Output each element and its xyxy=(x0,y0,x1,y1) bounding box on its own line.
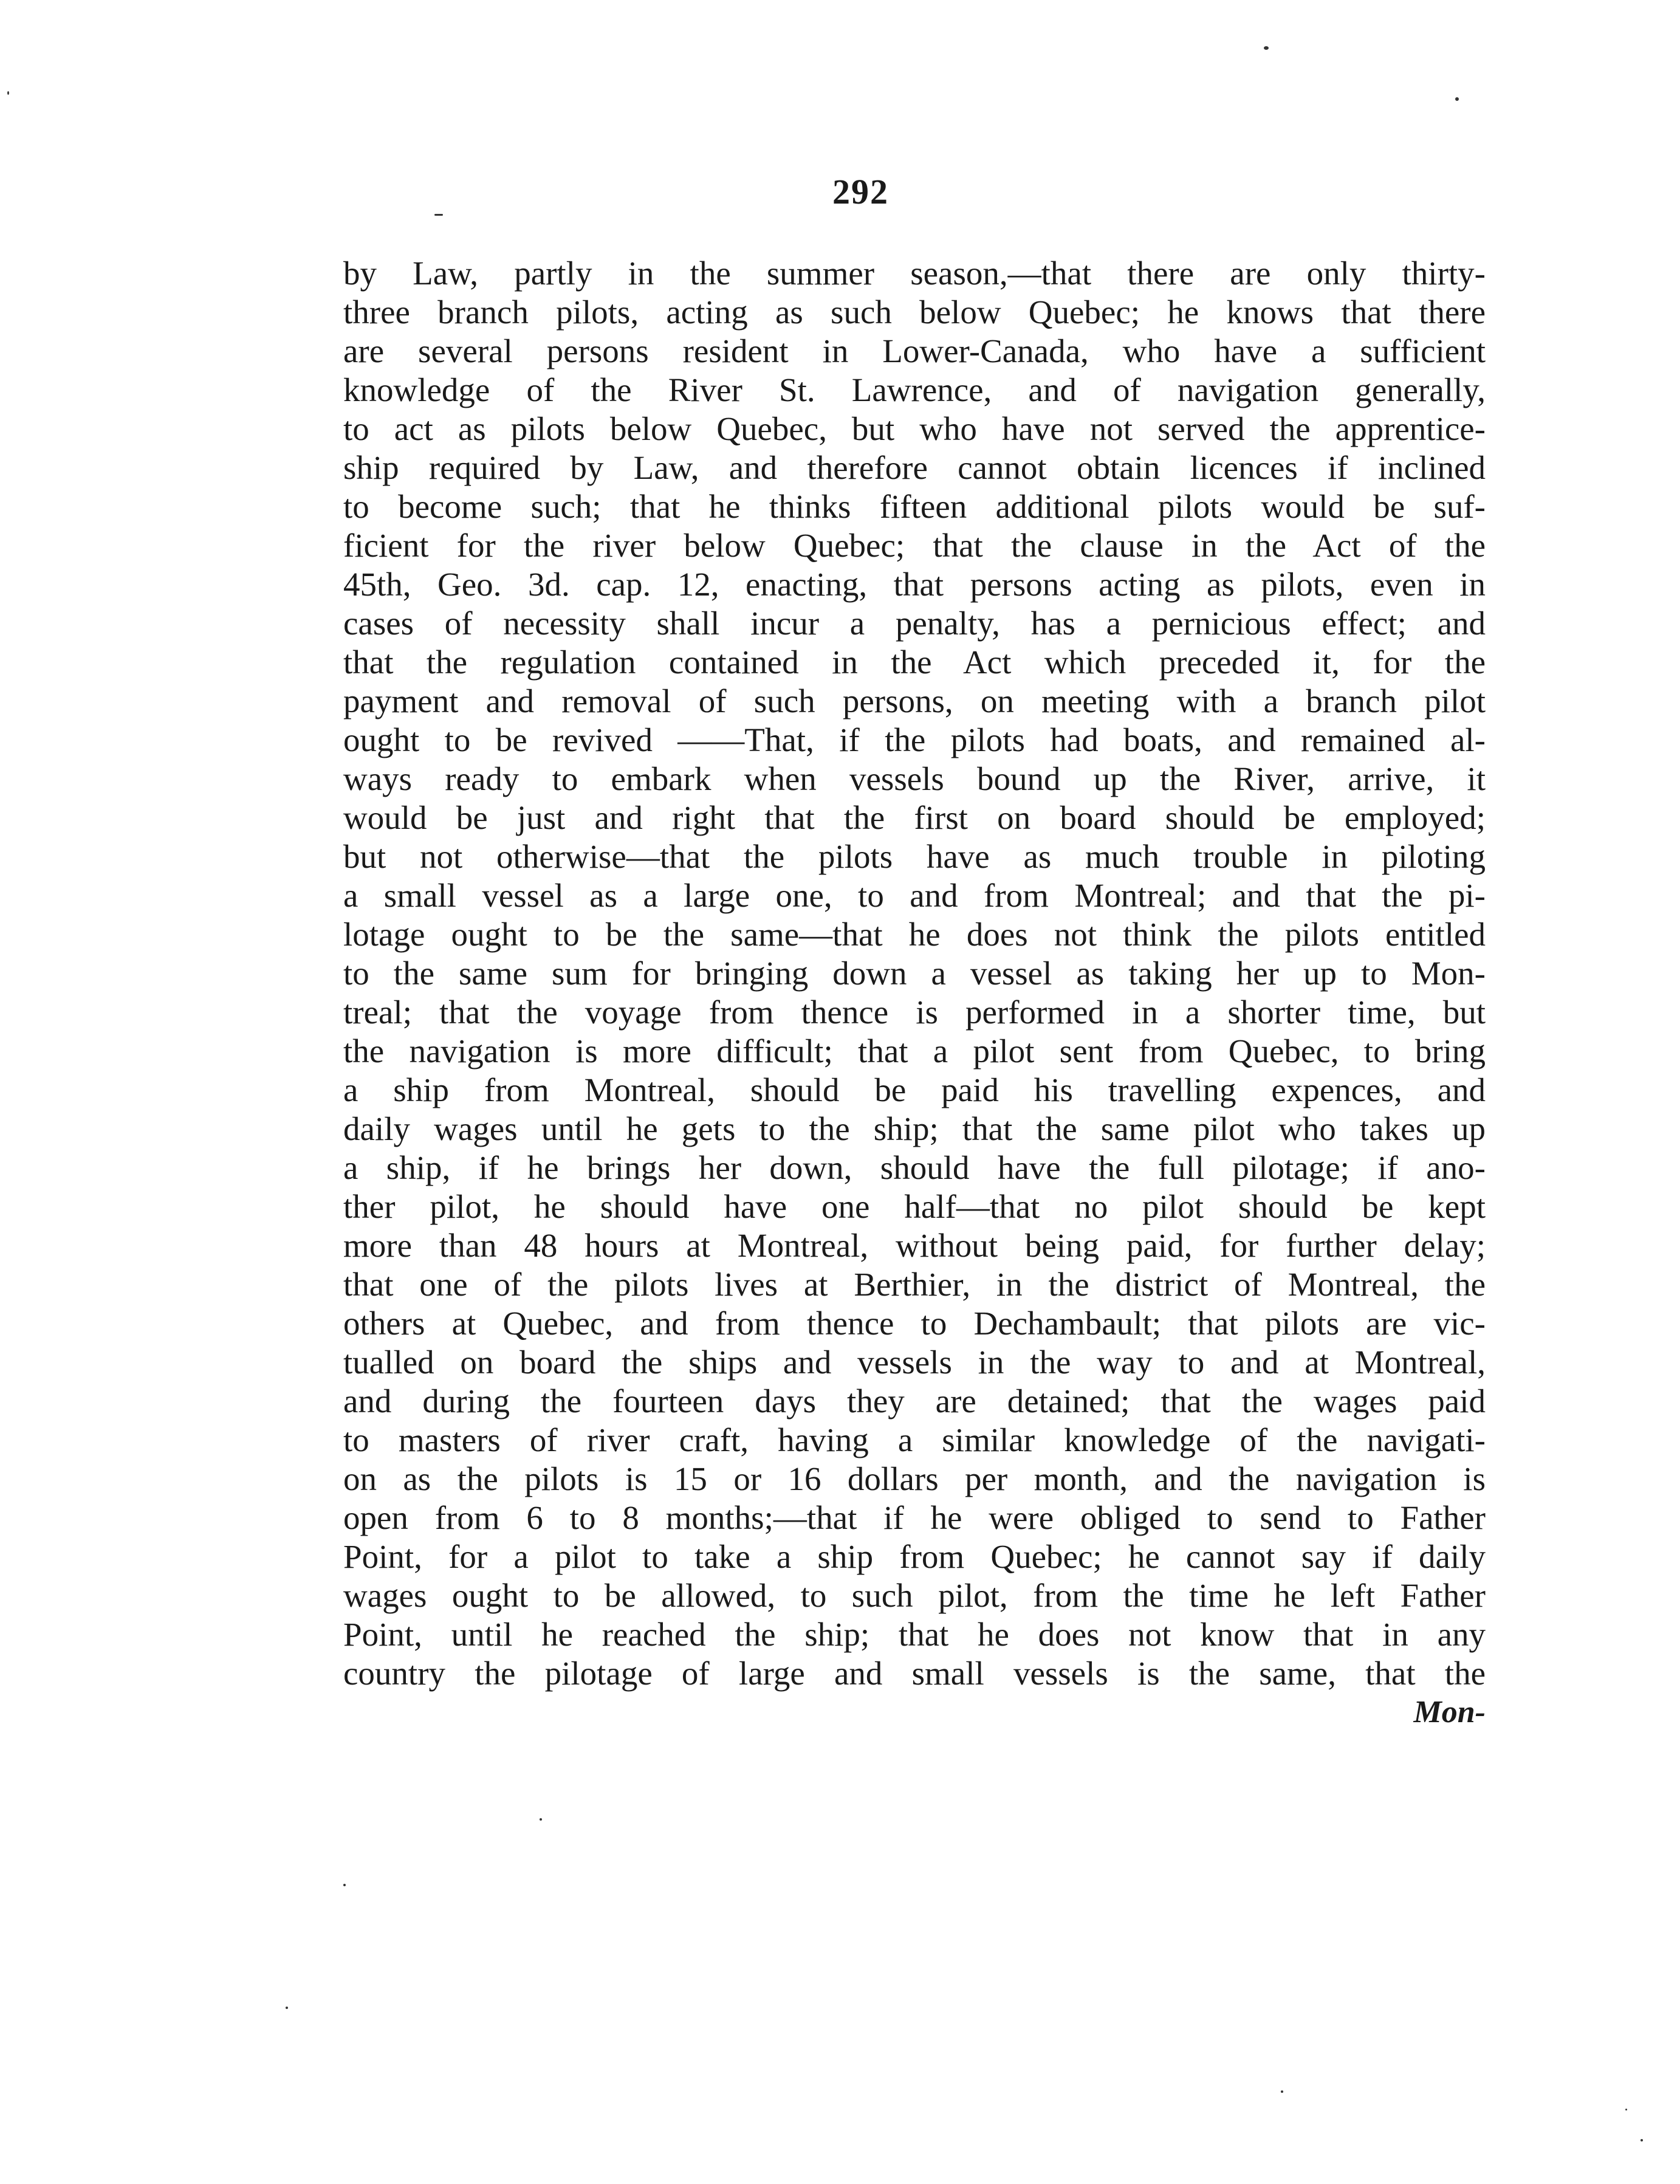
text-line: ways ready to embark when vessels bound up the River, arrive, it xyxy=(343,760,1486,797)
scan-speck xyxy=(1641,2139,1643,2141)
page-number: 292 xyxy=(832,172,889,211)
text-line: knowledge of the River St. Lawrence, and of navigation generally, xyxy=(343,371,1486,408)
text-line: to masters of river craft, having a similar knowledge of the navigati- xyxy=(343,1421,1486,1458)
text-line: lotage ought to be the same—that he does not think the pilots entitled xyxy=(343,916,1486,953)
text-line: a ship, if he brings her down, should have the full pilotage; if ano- xyxy=(343,1149,1486,1186)
scan-speck xyxy=(286,2007,288,2009)
text-line: others at Quebec, and from thence to Dechambault; that pilots are vic- xyxy=(343,1305,1486,1342)
text-line: daily wages until he gets to the ship; that the same pilot who takes up xyxy=(343,1110,1486,1147)
text-line: ship required by Law, and therefore cannot obtain licences if inclined xyxy=(343,449,1486,486)
text-line: ought to be revived ——That, if the pilots had boats, and remained al- xyxy=(343,721,1486,758)
text-line: wages ought to be allowed, to such pilot, from the time he left Father xyxy=(343,1577,1486,1614)
text-line: ficient for the river below Quebec; that the clause in the Act of the xyxy=(343,527,1486,564)
text-line: payment and removal of such persons, on meeting with a branch pilot xyxy=(343,682,1486,719)
text-line: open from 6 to 8 months;—that if he were obliged to send to Father xyxy=(343,1499,1486,1536)
text-line: cases of necessity shall incur a penalty, has a pernicious effect; and xyxy=(343,605,1486,642)
text-line: three branch pilots, acting as such below Quebec; he knows that there xyxy=(343,294,1486,331)
text-line: to become such; that he thinks fifteen additional pilots would be suf- xyxy=(343,488,1486,525)
text-line: that one of the pilots lives at Berthier, in the district of Montreal, the xyxy=(343,1266,1486,1303)
text-line: on as the pilots is 15 or 16 dollars per month, and the navigation is xyxy=(343,1460,1486,1497)
text-line: treal; that the voyage from thence is performed in a shorter time, but xyxy=(343,994,1486,1031)
text-line: are several persons resident in Lower-Canada, who have a sufficient xyxy=(343,332,1486,369)
scan-speck xyxy=(7,91,9,95)
scan-speck xyxy=(1455,97,1459,101)
scan-speck xyxy=(343,1884,346,1886)
text-line: ther pilot, he should have one half—that no pilot should be kept xyxy=(343,1188,1486,1225)
text-line: would be just and right that the first on board should be employed; xyxy=(343,799,1486,836)
text-line: a small vessel as a large one, to and from Montreal; and that the pi- xyxy=(343,877,1486,914)
scan-speck xyxy=(1281,2090,1283,2093)
catchword: Mon- xyxy=(1413,1695,1486,1729)
text-line: Point, for a pilot to take a ship from Quebec; he cannot say if daily xyxy=(343,1538,1486,1575)
text-line: the navigation is more difficult; that a pilot sent from Quebec, to bring xyxy=(343,1032,1486,1070)
body-text xyxy=(343,254,1486,1732)
text-line: more than 48 hours at Montreal, without being paid, for further delay; xyxy=(343,1227,1486,1264)
text-line: that the regulation contained in the Act which preceded it, for the xyxy=(343,644,1486,681)
scan-speck xyxy=(540,1818,542,1821)
text-line: tualled on board the ships and vessels in the way to and at Montreal, xyxy=(343,1344,1486,1381)
text-line: country the pilotage of large and small vessels is the same, that the xyxy=(343,1655,1486,1692)
scan-speck xyxy=(1625,2109,1627,2110)
text-line: 45th, Geo. 3d. cap. 12, enacting, that persons acting as pilots, even in xyxy=(343,566,1486,603)
text-line: Point, until he reached the ship; that he does not know that in any xyxy=(343,1616,1486,1653)
scan-speck xyxy=(1264,46,1269,50)
text-line: to the same sum for bringing down a vessel as taking her up to Mon- xyxy=(343,955,1486,992)
text-line: and during the fourteen days they are detained; that the wages paid xyxy=(343,1382,1486,1420)
scan-speck xyxy=(434,214,443,216)
text-line: by Law, partly in the summer season,—that there are only thirty- xyxy=(343,255,1486,292)
text-line: a ship from Montreal, should be paid his travelling expences, and xyxy=(343,1071,1486,1108)
text-line: to act as pilots below Quebec, but who have not served the apprentice- xyxy=(343,410,1486,447)
text-line: but not otherwise—that the pilots have as much trouble in piloting xyxy=(343,838,1486,875)
